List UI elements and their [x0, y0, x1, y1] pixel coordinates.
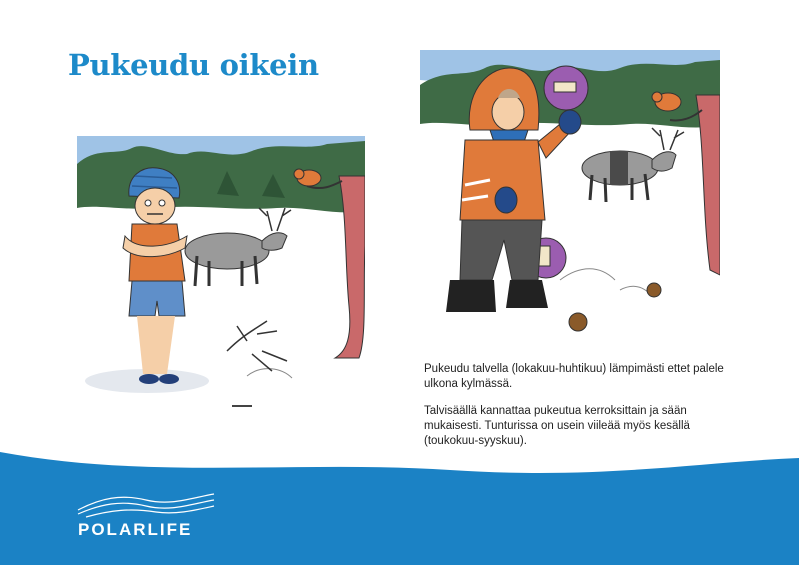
brand-name: POLARLIFE — [78, 520, 193, 539]
paragraph-1: Pukeudu talvella (lokakuu-huhtikuu) lämpimästi ettet palele ulkona kylmässä. — [424, 363, 724, 390]
polarlife-logo-icon — [76, 490, 216, 518]
paragraph-2: Talvisäällä kannattaa pukeutua kerroksittain ja sään mukaisesti. Tunturissa on usein viileää myös kesällä (toukokuu-syyskuu). — [424, 405, 690, 447]
warm-man-illustration — [420, 50, 720, 340]
page-title: Pukeudu oikein — [68, 48, 319, 82]
cold-boy-illustration — [77, 136, 365, 421]
